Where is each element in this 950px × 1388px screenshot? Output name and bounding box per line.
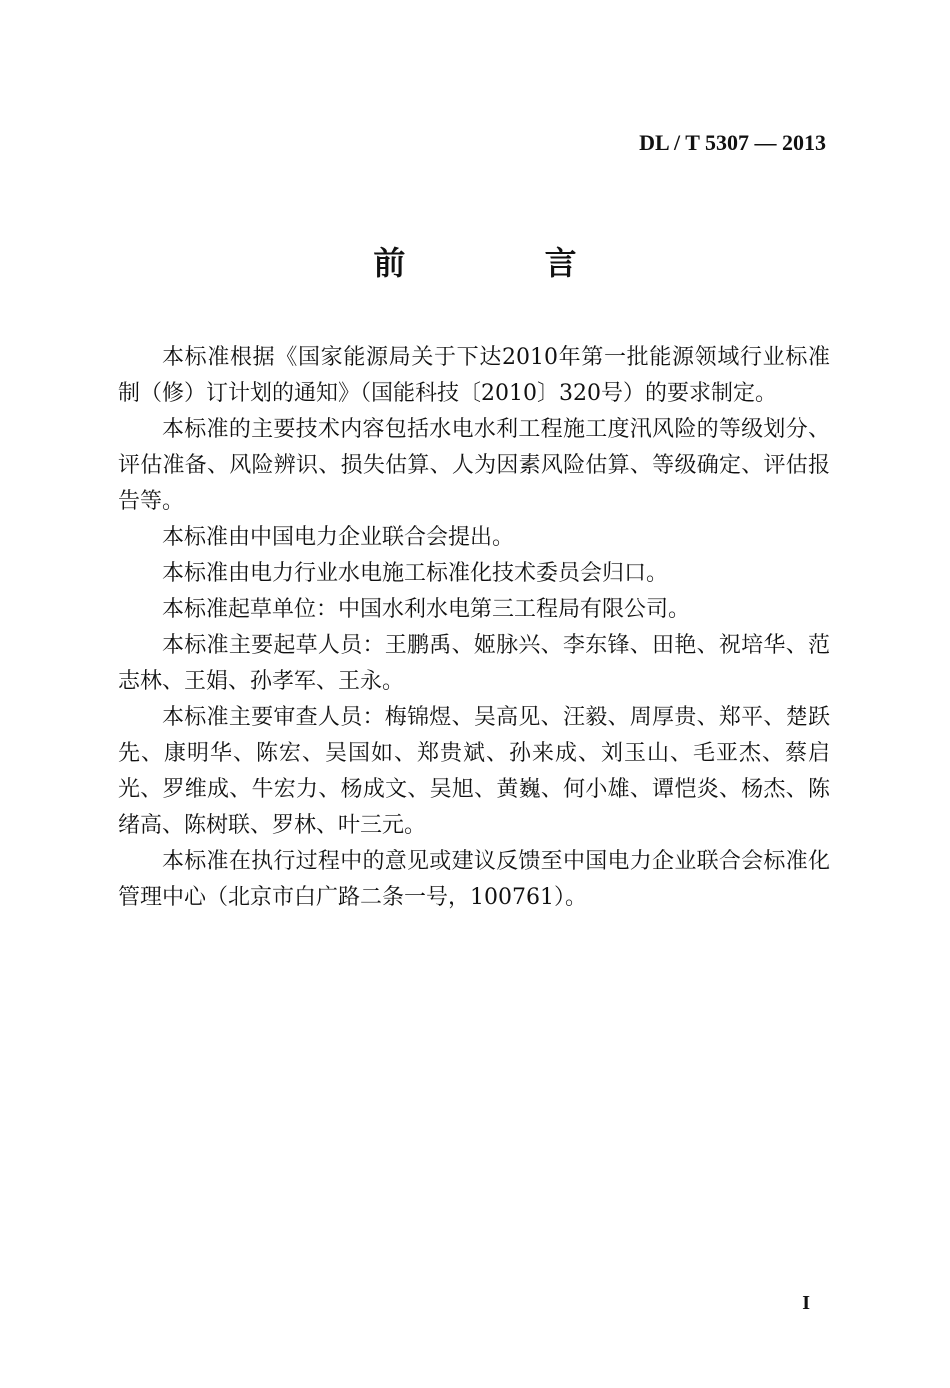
paragraph-committee: 本标准由电力行业水电施工标准化技术委员会归口。 xyxy=(162,561,669,586)
preface-body xyxy=(118,340,830,916)
standard-code: DL / T 5307 — 2013 xyxy=(639,130,826,155)
paragraph-proposer: 本标准由中国电力企业联合会提出。 xyxy=(162,525,515,550)
paragraph-basis: 本标准根据《国家能源局关于下达2010年第一批能源领域行业标准制（修）订计划的通知》（国能科技〔2010〕320号）的要求制定。 xyxy=(118,345,830,406)
page-number: I xyxy=(802,1292,810,1314)
paragraph-feedback: 本标准在执行过程中的意见或建议反馈至中国电力企业联合会标准化管理中心（北京市白广路二条一号，100761）。 xyxy=(118,849,830,910)
paragraph-drafters: 本标准主要起草人员：王鹏禹、姬脉兴、李东锋、田艳、祝培华、范志林、王娟、孙孝军、王永。 xyxy=(118,633,830,694)
paragraph-content: 本标准的主要技术内容包括水电水利工程施工度汛风险的等级划分、评估准备、风险辨识、损失估算、人为因素风险估算、等级确定、评估报告等。 xyxy=(118,417,830,514)
paragraph-reviewers: 本标准主要审查人员：梅锦煜、吴高见、汪毅、周厚贵、郑平、楚跃先、康明华、陈宏、吴国如、郑贵斌、孙来成、刘玉山、毛亚杰、蔡启光、罗维成、牛宏力、杨成文、吴旭、黄巍、何小雄、谭恺炎、杨杰、陈绪高、陈树联、罗林、叶三元。 xyxy=(118,705,830,838)
paragraph-drafting-unit: 本标准起草单位：中国水利水电第三工程局有限公司。 xyxy=(162,597,691,622)
page-title: 前 言 xyxy=(373,244,641,282)
